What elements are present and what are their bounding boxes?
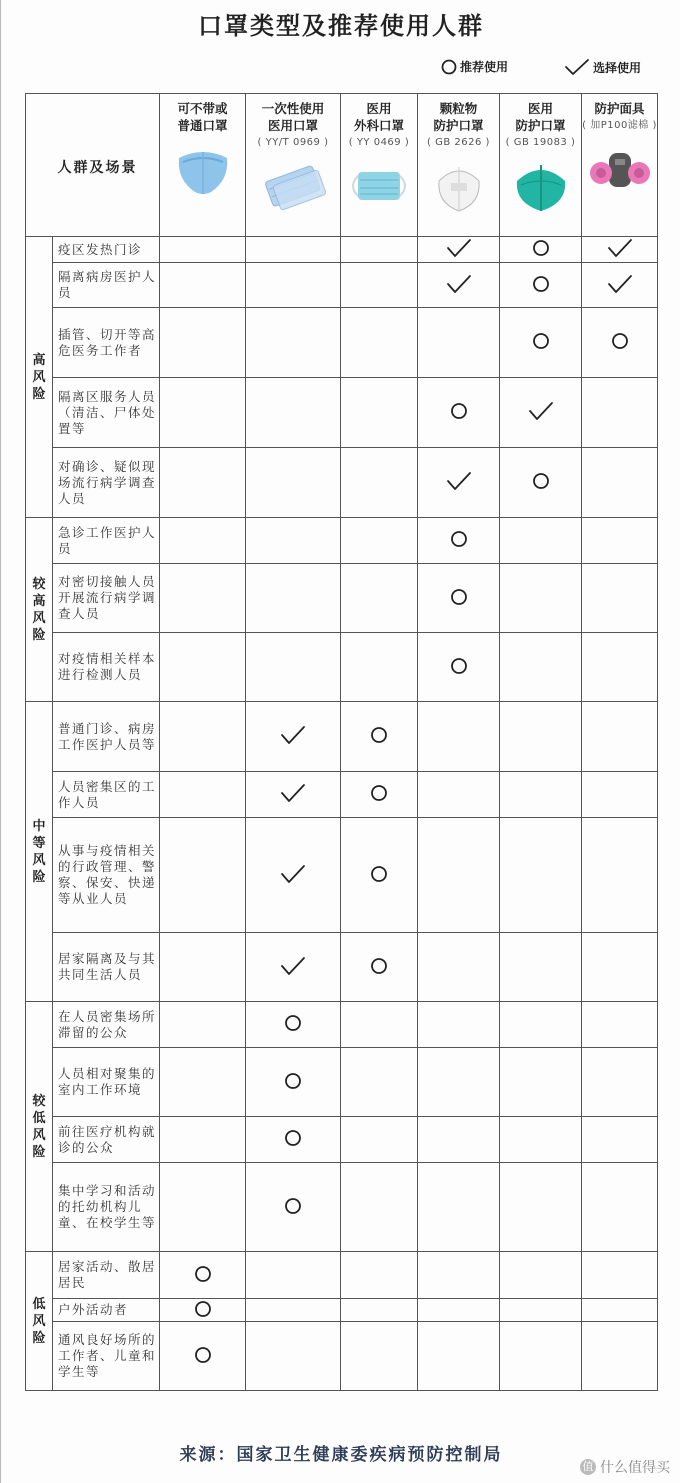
mark-cell [500, 1117, 582, 1163]
mask-header-2 [246, 94, 341, 237]
table-row [26, 633, 658, 702]
mark-cell [246, 702, 341, 772]
mark-cell [160, 772, 246, 818]
mark-cell [500, 633, 582, 702]
surgical-mask-icon [341, 157, 417, 217]
check-icon [606, 237, 634, 259]
check-icon [445, 273, 473, 295]
mark-cell [246, 633, 341, 702]
mark-cell [160, 933, 246, 1002]
check-icon [445, 470, 473, 492]
check-icon [606, 273, 634, 295]
mark-cell [500, 1322, 582, 1391]
mark-cell [160, 518, 246, 564]
mask-name-line: 防护口罩 [515, 118, 566, 133]
check-icon [279, 863, 307, 885]
fabric-mask-icon [160, 140, 245, 200]
check-icon [527, 400, 555, 422]
mark-cell [160, 818, 246, 933]
mark-cell [160, 702, 246, 772]
mark-cell [582, 633, 658, 702]
mark-cell [418, 1117, 500, 1163]
mark-cell [582, 772, 658, 818]
scene-cell: 普通门诊、病房工作医护人员等 [53, 702, 160, 772]
circle-icon [284, 1197, 302, 1215]
table-row [26, 818, 658, 933]
mark-cell [582, 564, 658, 633]
mark-cell [500, 933, 582, 1002]
table-row [26, 308, 658, 378]
mark-cell [500, 1252, 582, 1299]
mark-cell [418, 1252, 500, 1299]
mark-cell [341, 1163, 418, 1252]
mark-cell [341, 237, 418, 263]
mark-cell [582, 518, 658, 564]
mark-cell [160, 308, 246, 378]
mark-cell [582, 1252, 658, 1299]
mark-cell [418, 1322, 500, 1391]
mask-header-4 [418, 94, 500, 237]
mask-name-line: 医用口罩 [267, 118, 318, 133]
mark-cell [418, 1299, 500, 1322]
mark-cell [246, 1117, 341, 1163]
table-row [26, 933, 658, 1002]
check-icon [279, 724, 307, 746]
mark-cell [500, 818, 582, 933]
table-row [26, 237, 658, 263]
table-body [26, 237, 658, 1391]
mark-cell [246, 378, 341, 448]
mark-cell [160, 378, 246, 448]
mark-cell [160, 1163, 246, 1252]
mark-cell [582, 1322, 658, 1391]
mark-cell [341, 702, 418, 772]
mark-cell [500, 1299, 582, 1322]
mark-cell [582, 1117, 658, 1163]
mark-cell [341, 1048, 418, 1117]
risk-category: 中 等 风 险 [26, 702, 53, 1002]
mark-cell [341, 518, 418, 564]
mask-name-line: 普通口罩 [177, 118, 228, 133]
legend-recommend [441, 58, 508, 75]
table-row [26, 1117, 658, 1163]
table-row [26, 518, 658, 564]
circle-icon [450, 588, 468, 606]
mark-cell [246, 448, 341, 518]
mark-cell [246, 1322, 341, 1391]
source-footer: 来源：国家卫生健康委疾病预防控制局 [179, 1445, 503, 1465]
mark-cell [341, 1252, 418, 1299]
mark-cell [246, 308, 341, 378]
circle-icon [532, 332, 550, 350]
mark-cell [246, 933, 341, 1002]
circle-icon [284, 1129, 302, 1147]
mark-cell [341, 818, 418, 933]
particulate-respirator-icon [418, 157, 499, 217]
risk-category: 较 低 风 险 [26, 1002, 53, 1252]
mark-cell [582, 448, 658, 518]
table-row [26, 1252, 658, 1299]
mask-name-line: 防护口罩 [433, 118, 484, 133]
mark-cell [341, 263, 418, 308]
scene-cell: 人员相对聚集的室内工作环境 [53, 1048, 160, 1117]
check-icon [445, 237, 473, 259]
scene-cell: 隔离病房医护人员 [53, 263, 160, 308]
table-row [26, 1299, 658, 1322]
mask-standard: ( GB 19083 ) [505, 137, 576, 148]
scene-cell: 居家隔离及与其共同生活人员 [53, 933, 160, 1002]
mark-cell [341, 308, 418, 378]
mark-cell [418, 448, 500, 518]
mark-cell [160, 263, 246, 308]
mark-cell [246, 1299, 341, 1322]
mark-cell [500, 448, 582, 518]
risk-category: 较 高 风 险 [26, 518, 53, 702]
mark-cell [582, 263, 658, 308]
mark-cell [160, 633, 246, 702]
mark-cell [582, 237, 658, 263]
circle-icon [284, 1072, 302, 1090]
mark-cell [582, 1048, 658, 1117]
mark-cell [246, 1002, 341, 1048]
circle-icon [441, 59, 457, 75]
mark-cell [418, 633, 500, 702]
scene-cell: 对确诊、疑似现场流行病学调查人员 [53, 448, 160, 518]
scene-cell: 人员密集区的工作人员 [53, 772, 160, 818]
mark-cell [160, 564, 246, 633]
mask-header-6 [582, 94, 658, 237]
circle-icon [450, 657, 468, 675]
mark-cell [246, 772, 341, 818]
mark-cell [341, 1299, 418, 1322]
mask-header-3 [341, 94, 418, 237]
legend-recommend-label: 推荐使用 [460, 60, 509, 74]
scene-cell: 对疫情相关样本进行检测人员 [53, 633, 160, 702]
scene-cell: 集中学习和活动的托幼机构儿童、在校学生等 [53, 1163, 160, 1252]
table-row [26, 564, 658, 633]
gas-mask-icon [582, 140, 657, 200]
mark-cell [160, 1117, 246, 1163]
mark-cell [582, 1002, 658, 1048]
scene-cell: 居家活动、散居居民 [53, 1252, 160, 1299]
mark-cell [582, 308, 658, 378]
mask-header-1 [160, 94, 246, 237]
mask-standard: ( 加P100滤棉 ) [582, 120, 657, 131]
circle-icon [450, 530, 468, 548]
mask-name-line: 可不带或 [177, 101, 228, 116]
mark-cell [500, 702, 582, 772]
mark-cell [582, 818, 658, 933]
check-icon [279, 955, 307, 977]
mark-cell [246, 263, 341, 308]
scene-cell: 在人员密集场所滞留的公众 [53, 1002, 160, 1048]
mark-cell [418, 564, 500, 633]
mark-cell [500, 237, 582, 263]
mask-standard: ( GB 2626 ) [427, 137, 490, 148]
mark-cell [341, 1322, 418, 1391]
circle-icon [532, 239, 550, 257]
mask-name-line: 防护面具 [594, 101, 645, 116]
page-title: 口罩类型及推荐使用人群 [198, 12, 484, 40]
mark-cell [500, 1048, 582, 1117]
scene-cell: 隔离区服务人员（清洁、尸体处置等 [53, 378, 160, 448]
mark-cell [582, 1299, 658, 1322]
scene-cell: 前往医疗机构就诊的公众 [53, 1117, 160, 1163]
mark-cell [418, 818, 500, 933]
medical-respirator-icon [500, 157, 581, 217]
scene-cell: 户外活动者 [53, 1299, 160, 1322]
scene-cell: 插管、切开等高危医务工作者 [53, 308, 160, 378]
table-row [26, 1002, 658, 1048]
scene-cell: 从事与疫情相关的行政管理、警察、保安、快递等从业人员 [53, 818, 160, 933]
mask-name-line: 一次性使用 [261, 101, 325, 116]
circle-icon [284, 1014, 302, 1032]
mark-cell [246, 564, 341, 633]
mark-cell [418, 237, 500, 263]
mark-cell [582, 702, 658, 772]
mark-cell [246, 1252, 341, 1299]
table-row [26, 1163, 658, 1252]
table-row [26, 702, 658, 772]
circle-icon [194, 1346, 212, 1364]
circle-icon [370, 957, 388, 975]
mark-cell [500, 263, 582, 308]
circle-icon [450, 402, 468, 420]
mark-cell [246, 237, 341, 263]
mark-cell [341, 633, 418, 702]
circle-icon [370, 865, 388, 883]
mark-cell [500, 518, 582, 564]
scene-cell: 通风良好场所的工作者、儿童和学生等 [53, 1322, 160, 1391]
mark-cell [582, 933, 658, 1002]
table-row [26, 772, 658, 818]
table-row [26, 1322, 658, 1391]
table-row [26, 263, 658, 308]
watermark [580, 1457, 670, 1477]
mark-cell [500, 772, 582, 818]
circle-icon [370, 726, 388, 744]
mark-cell [246, 518, 341, 564]
mark-cell [418, 772, 500, 818]
mark-cell [500, 308, 582, 378]
legend-optional [564, 58, 641, 76]
mask-table [25, 93, 658, 1391]
legend-optional-label: 选择使用 [593, 60, 642, 75]
circle-icon [532, 472, 550, 490]
mark-cell [160, 1002, 246, 1048]
header-corner: 人群及场景 [26, 94, 160, 237]
mark-cell [418, 263, 500, 308]
mask-header-5 [500, 94, 582, 237]
mask-name-line: 外科口罩 [353, 118, 404, 133]
circle-icon [611, 332, 629, 350]
circle-icon [532, 275, 550, 293]
watermark-logo-icon: 值 [580, 1459, 596, 1475]
scene-cell: 对密切接触人员开展流行病学调查人员 [53, 564, 160, 633]
mark-cell [418, 933, 500, 1002]
mark-cell [418, 1002, 500, 1048]
check-icon [279, 782, 307, 804]
circle-icon [194, 1300, 212, 1318]
risk-category: 低 风 险 [26, 1252, 53, 1391]
table-row [26, 378, 658, 448]
table-row [26, 1048, 658, 1117]
mask-name-line: 医用 [366, 101, 392, 116]
mark-cell [160, 448, 246, 518]
circle-icon [194, 1265, 212, 1283]
mark-cell [160, 1048, 246, 1117]
mark-cell [160, 1299, 246, 1322]
mark-cell [500, 1163, 582, 1252]
watermark-text: 什么值得买 [600, 1460, 670, 1476]
mark-cell [418, 1163, 500, 1252]
mask-standard: ( YY/T 0969 ) [257, 137, 329, 148]
mark-cell [246, 818, 341, 933]
mask-name-line: 颗粒物 [439, 101, 478, 116]
mark-cell [418, 308, 500, 378]
mark-cell [582, 1163, 658, 1252]
mark-cell [418, 702, 500, 772]
header-row [26, 94, 658, 237]
mark-cell [160, 237, 246, 263]
mark-cell [246, 1048, 341, 1117]
mark-cell [500, 1002, 582, 1048]
circle-icon [370, 784, 388, 802]
mark-cell [500, 378, 582, 448]
risk-category: 高 风 险 [26, 237, 53, 518]
disposable-medical-mask-icon [246, 157, 340, 217]
mark-cell [341, 933, 418, 1002]
mark-cell [418, 378, 500, 448]
mark-cell [500, 564, 582, 633]
scene-cell: 急诊工作医护人员 [53, 518, 160, 564]
mark-cell [418, 1048, 500, 1117]
check-icon [564, 58, 590, 76]
mark-cell [160, 1252, 246, 1299]
mark-cell [341, 1002, 418, 1048]
mark-cell [582, 378, 658, 448]
mark-cell [341, 448, 418, 518]
mask-standard: ( YY 0469 ) [348, 137, 410, 148]
mark-cell [341, 564, 418, 633]
mark-cell [341, 378, 418, 448]
scene-cell: 疫区发热门诊 [53, 237, 160, 263]
mark-cell [341, 772, 418, 818]
mark-cell [341, 1117, 418, 1163]
table-row [26, 448, 658, 518]
mark-cell [418, 518, 500, 564]
mask-name-line: 医用 [527, 101, 553, 116]
mark-cell [160, 1322, 246, 1391]
mark-cell [246, 1163, 341, 1252]
